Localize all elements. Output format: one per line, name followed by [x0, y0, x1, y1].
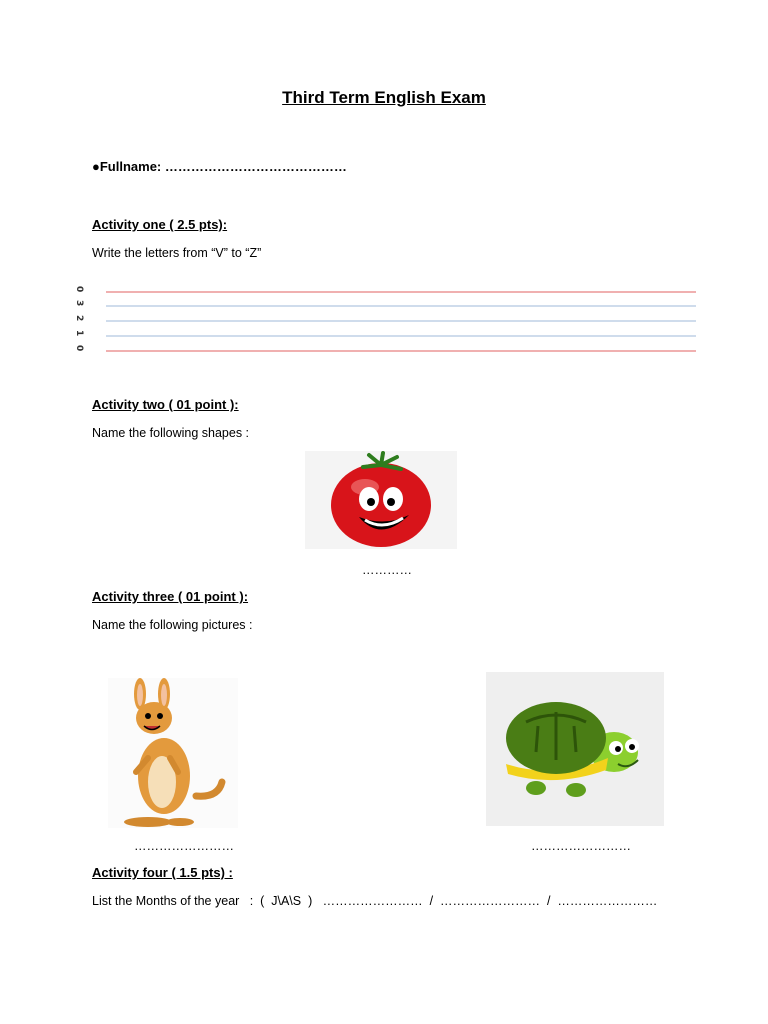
tomato-answer-line[interactable]: …………: [362, 563, 412, 577]
line-number: 0: [74, 345, 84, 352]
activity-two-heading: Activity two ( 01 point ):: [92, 397, 239, 412]
activity-three-heading: Activity three ( 01 point ):: [92, 589, 249, 604]
kangaroo-picture: [108, 678, 238, 828]
tomato-picture: [305, 451, 457, 549]
tomato-icon: [305, 451, 457, 549]
line-number: 0: [74, 286, 84, 293]
fullname-field[interactable]: ●Fullname: ……………………………………: [92, 159, 347, 174]
activity-one-instruction: Write the letters from “V” to “Z”: [92, 246, 262, 260]
line-number: 3: [74, 300, 84, 307]
line-number: 1: [74, 330, 84, 337]
handwriting-lines[interactable]: [62, 284, 726, 356]
turtle-answer-line[interactable]: ……………………: [531, 839, 631, 853]
exam-title: Third Term English Exam: [282, 88, 486, 107]
kangaroo-icon: [108, 678, 238, 828]
activity-two-instruction: Name the following shapes :: [92, 426, 250, 440]
activity-four-instruction[interactable]: List the Months of the year : ( J\A\S ) …………………… / …………………… / ……………………: [92, 894, 658, 908]
line-number: 2: [74, 315, 84, 322]
activity-three-instruction: Name the following pictures :: [92, 618, 253, 632]
turtle-icon: [486, 672, 664, 826]
kangaroo-answer-line[interactable]: ……………………: [134, 839, 234, 853]
activity-four-heading: Activity four ( 1.5 pts) :: [92, 865, 233, 880]
handwriting-lines-graphic: [62, 284, 726, 356]
turtle-picture: [486, 672, 664, 826]
activity-one-heading: Activity one ( 2.5 pts):: [92, 217, 228, 232]
